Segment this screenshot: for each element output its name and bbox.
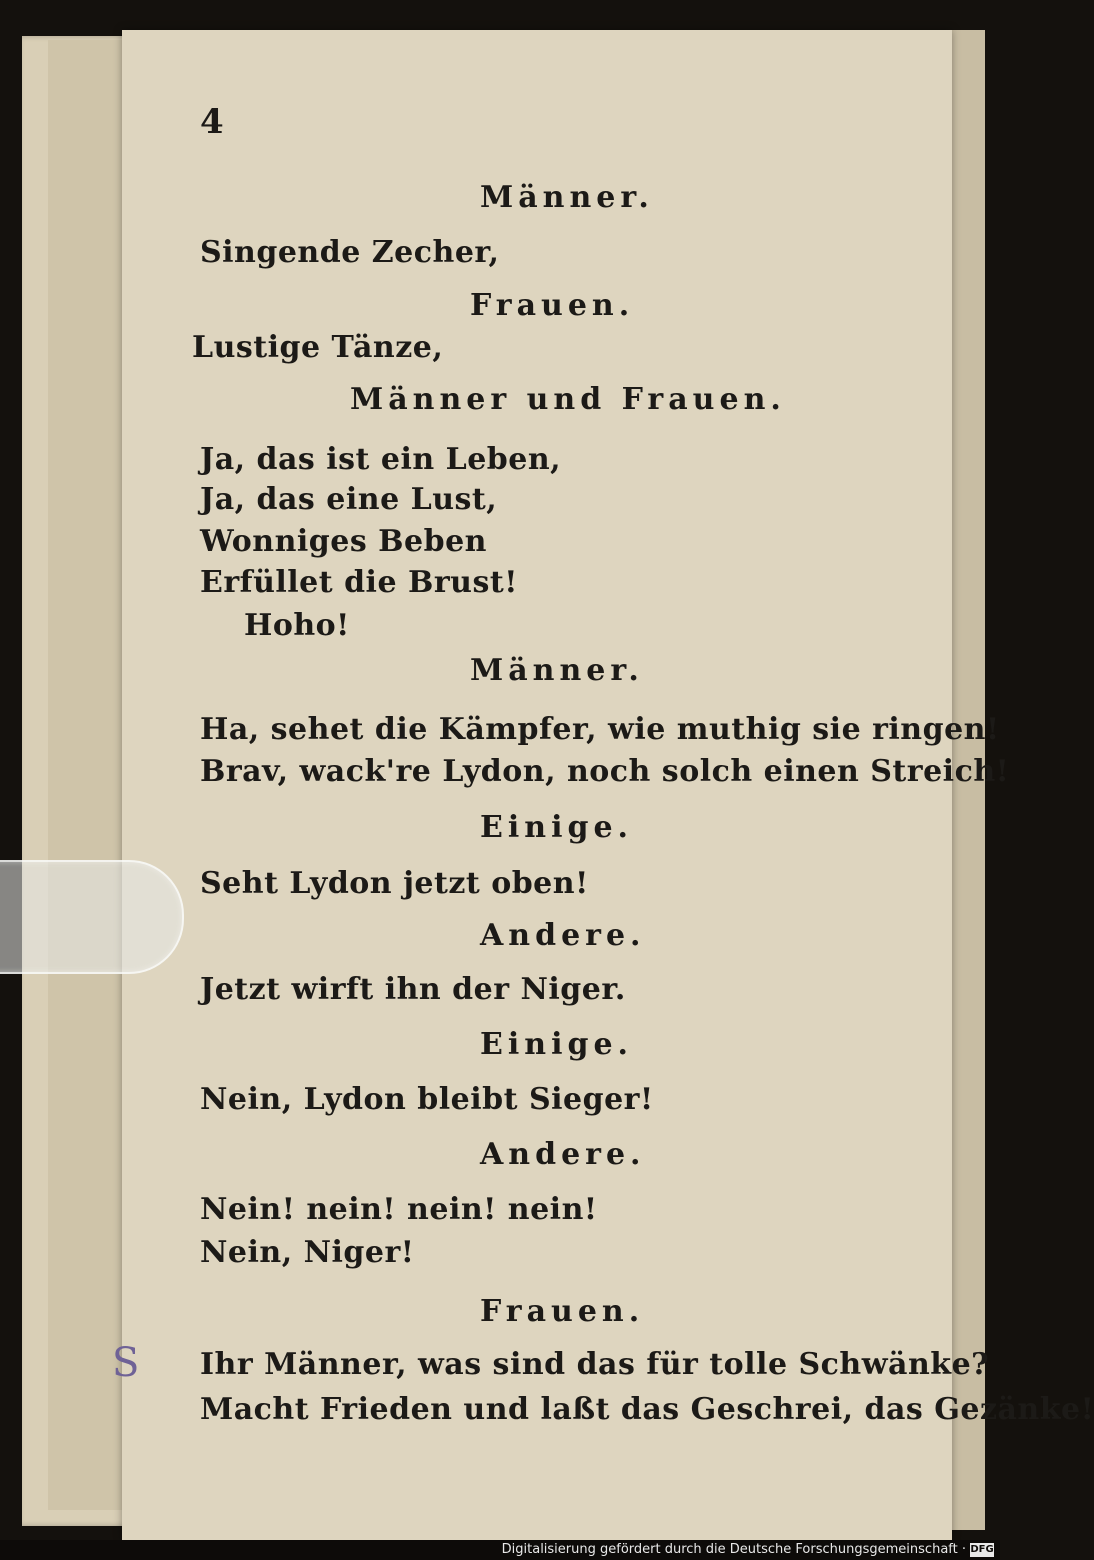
verse-line: Nein, Lydon bleibt Sieger! <box>200 1082 654 1117</box>
library-stamp: S <box>112 1340 140 1386</box>
speaker-label: Andere. <box>480 918 646 953</box>
verse-line: Erfüllet die Brust! <box>200 565 518 600</box>
verse-line: Wonniges Beben <box>200 524 487 559</box>
verse-line: Ja, das eine Lust, <box>200 482 498 517</box>
verse-line: Ha, sehet die Kämpfer, wie muthig sie ringen! <box>200 712 1000 747</box>
verse-line: Nein! nein! nein! nein! <box>200 1192 598 1227</box>
verse-line: Ihr Männer, was sind das für tolle Schwänke? <box>200 1347 990 1382</box>
speaker-label: Einige. <box>480 810 633 845</box>
verse-line: Singende Zecher, <box>200 235 500 270</box>
footer-bar <box>0 1540 1000 1560</box>
verse-line: Nein, Niger! <box>200 1235 415 1270</box>
verse-line: Brav, wack're Lydon, noch solch einen Streich! <box>200 754 1010 789</box>
book-page <box>122 30 1094 1540</box>
speaker-label: Frauen. <box>470 288 635 323</box>
verse-line: Hoho! <box>244 608 350 643</box>
funding-credit: Digitalisierung gefördert durch die Deutsche Forschungsgemeinschaft · <box>501 1542 966 1557</box>
page-clip <box>0 860 184 974</box>
speaker-label: Frauen. <box>480 1294 645 1329</box>
speaker-label: Männer und Frauen. <box>350 382 786 417</box>
page-number: 4 <box>200 102 224 142</box>
page-text-area <box>122 30 1094 1540</box>
dfg-logo-icon: DFG <box>970 1544 994 1555</box>
verse-line: Lustige Tänze, <box>192 330 444 365</box>
verse-line: Macht Frieden und laßt das Geschrei, das Gezänke! <box>200 1392 1094 1427</box>
verse-line: Ja, das ist ein Leben, <box>200 442 562 477</box>
speaker-label: Männer. <box>470 653 644 688</box>
verse-line: Jetzt wirft ihn der Niger. <box>200 972 626 1007</box>
speaker-label: Einige. <box>480 1027 633 1062</box>
speaker-label: Andere. <box>480 1137 646 1172</box>
speaker-label: Männer. <box>480 180 654 215</box>
verse-line: Seht Lydon jetzt oben! <box>200 866 589 901</box>
